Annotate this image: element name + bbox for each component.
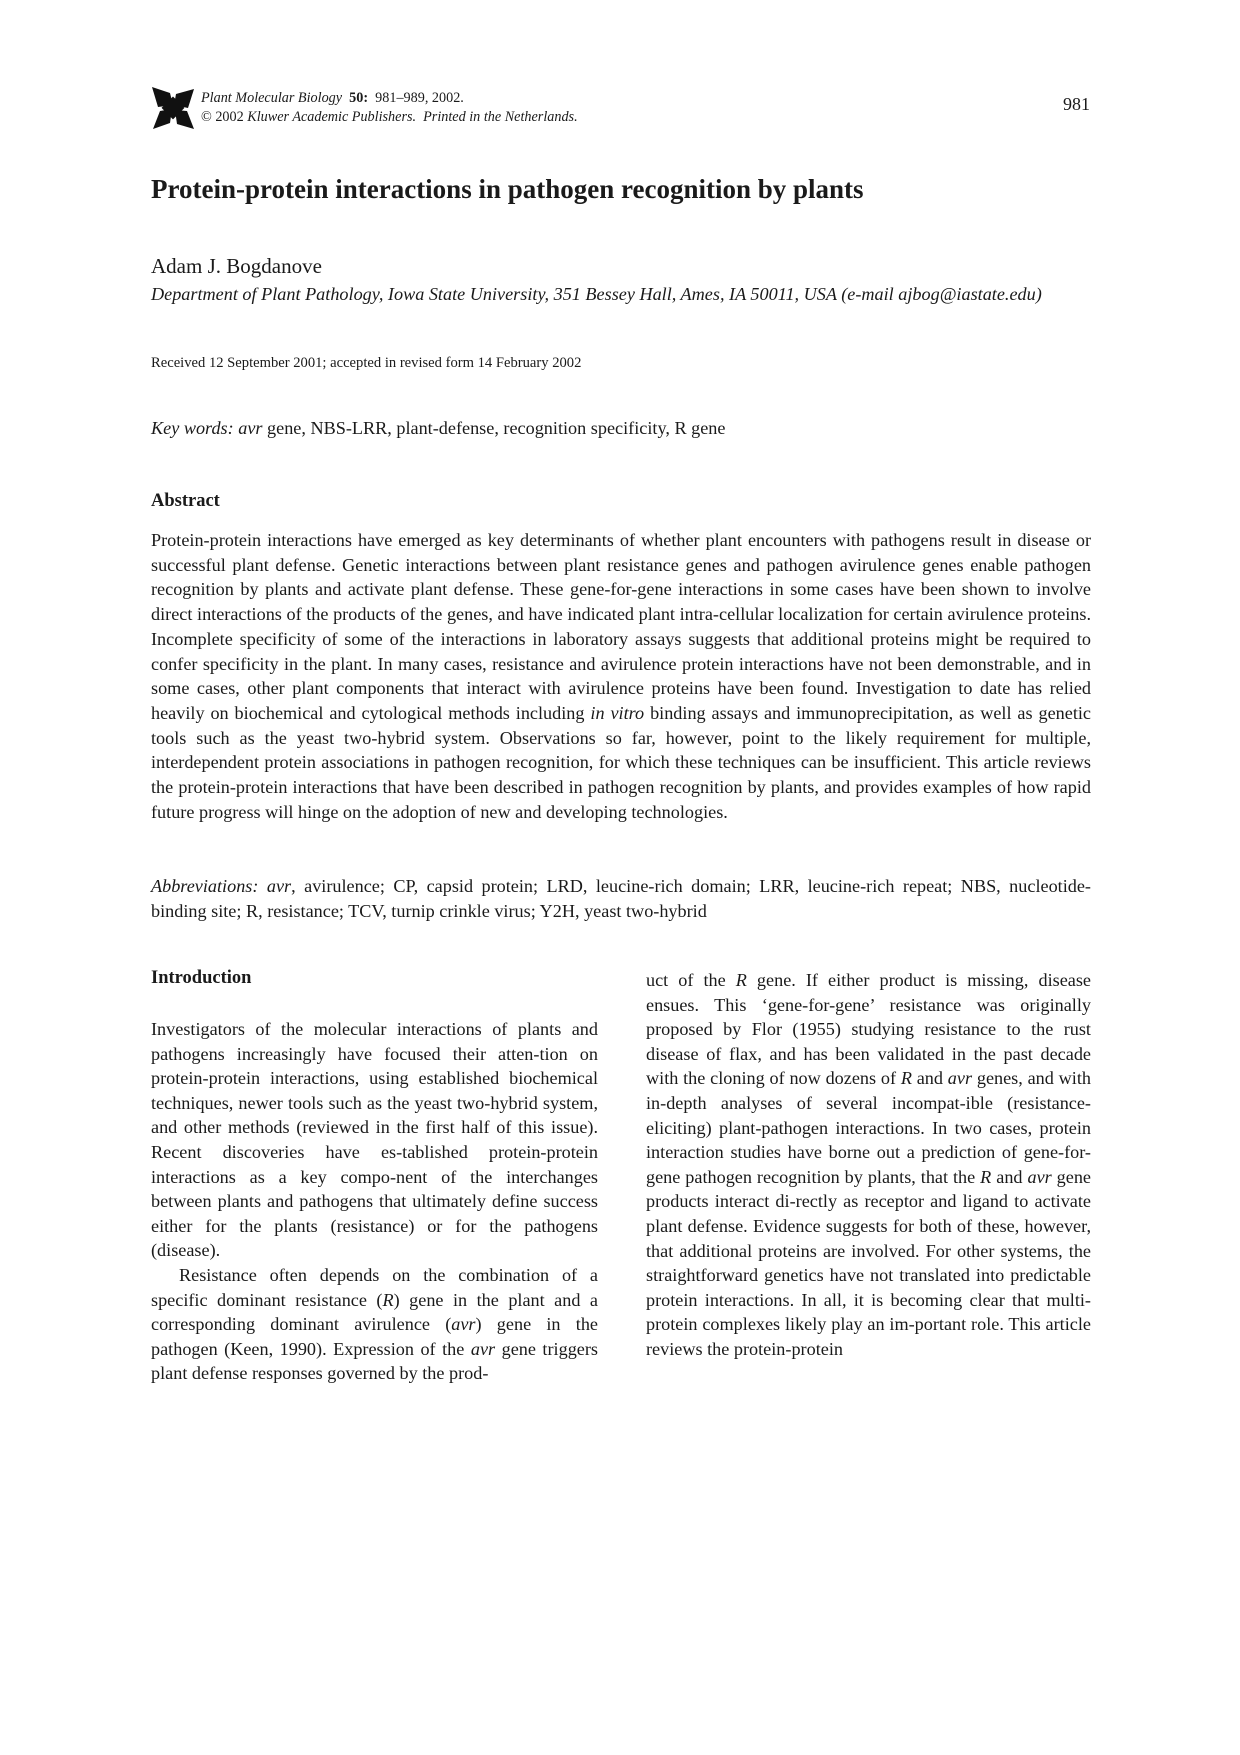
r-d: genes, and with in-depth analyses of several incompat-ible (resistance-eliciting) plant-pathogen interactions. In two cases, protein interaction studies have borne out a prediction of gene-for-gene pathogen recognition by plants, that the xyxy=(646,1068,1091,1187)
keywords-label: Key words: xyxy=(151,418,234,438)
publisher-logo-icon xyxy=(150,85,196,131)
received-dates: Received 12 September 2001; accepted in revised form 14 February 2002 xyxy=(151,355,582,371)
p2-c: ) gene in the pathogen (Keen, 1990). Expression of the xyxy=(151,1314,598,1359)
r-f: gene products interact di-rectly as receptor and ligand to activate plant defense. Evidence suggests for both of these, however, that additional proteins are involved. For other systems, the straightforward genetics have not translated into predictable protein interactions. In all, it is becoming clear that multi-protein complexes likely play an im-portant role. This article reviews the protein-protein xyxy=(646,1166,1092,1359)
printed-note: Printed in the Netherlands. xyxy=(423,109,578,125)
abstract-text xyxy=(151,528,1091,824)
p2-a: Resistance often depends on the combination of a specific dominant resistance ( xyxy=(151,1264,598,1310)
r-c: and xyxy=(911,1068,948,1089)
intro-paragraph-2-continued xyxy=(646,968,1091,1362)
p2-R: R xyxy=(382,1289,394,1310)
abstract-part-2: binding assays and immunoprecipitation, as well as genetic tools such as the yeast two-hybrid system. Observations so far, however, point to the likely requirement for multiple, interdependent protein associations in pathogen recognition, for which these techniques can be insufficient. This article reviews the protein-protein interactions that have been described in pathogen recognition by plants, and provides examples of how rapid future progress will hinge on the adoption of new and developing technologies. xyxy=(151,702,1091,822)
p2-avr: avr xyxy=(451,1314,476,1335)
abbrev-avr: avr xyxy=(266,876,292,896)
r-e: and xyxy=(991,1166,1028,1187)
copyright-year: 2002 xyxy=(215,109,244,125)
r-avr2: avr xyxy=(1027,1166,1052,1187)
r-R2: R xyxy=(900,1068,912,1089)
introduction-heading: Introduction xyxy=(151,968,252,988)
publisher-name: Kluwer Academic Publishers. xyxy=(247,109,417,125)
journal-name: Plant Molecular Biology xyxy=(201,90,343,106)
introduction-left-column xyxy=(151,1017,598,1386)
journal-citation xyxy=(201,89,721,127)
r-b: gene. If either product is missing, disease ensues. This ‘gene-for-gene’ resistance was originally proposed by Flor (1955) studying resistance to the rust disease of flax, and has been validated in the past decade with the cloning of now dozens of xyxy=(646,970,1091,1089)
abstract-heading: Abstract xyxy=(151,491,220,511)
r-R1: R xyxy=(735,970,747,990)
p2-avr2: avr xyxy=(470,1338,496,1359)
keyword-avr: avr xyxy=(238,418,263,438)
copyright-symbol: © xyxy=(201,109,212,125)
p2-b: ) gene in the plant and a corresponding dominant avirulence ( xyxy=(151,1289,598,1335)
keywords xyxy=(151,418,1091,439)
intro-paragraph-1: Investigators of the molecular interactions of plants and pathogens increasingly have focused their atten-tion on protein-protein interactions, using established biochemical techniques, newer tools such as the yeast two-hybrid system, and other methods (reviewed in the first half of this issue). Recent discoveries have es-tablished protein-protein interactions as a key compo-nent of the interchanges between plants and pathogens that ultimately define success either for the plants (resistance) or for the pathogens (disease). xyxy=(151,1019,598,1261)
abbreviations xyxy=(151,874,1091,923)
r-a: uct of the xyxy=(646,970,736,990)
abstract-part-1: Protein-protein interactions have emerged as key determinants of whether plant encounters with pathogens result in disease or successful plant defense. Genetic interactions between plant resistance genes and pathogen avirulence genes enable pathogen recognition by plants and activate plant defense. These gene-for-gene interactions in some cases have been shown to involve direct interactions of the products of the genes, and have indicated plant intra-cellular localization for certain avirulence proteins. Incomplete specificity of some of the interactions in laboratory assays suggests that additional proteins might be required to confer specificity in the plant. In many cases, resistance and avirulence protein interactions have not been demonstrable, and in some cases, other plant components that interact with avirulence proteins have been found. Investigation to date has relied heavily on biochemical and cytological methods including xyxy=(151,530,1091,723)
abbreviations-list: , avirulence; CP, capsid protein; LRD, leucine-rich domain; LRR, leucine-rich repeat; NBS, nucleotide-binding site; R, resistance; TCV, turnip crinkle virus; Y2H, yeast two-hybrid xyxy=(151,876,1091,921)
abstract-italic-in-vitro: in vitro xyxy=(590,702,645,723)
author-affiliation: Department of Plant Pathology, Iowa State University, 351 Bessey Hall, Ames, IA 50011, USA (e-mail ajbog@iastate.edu) xyxy=(151,284,1042,304)
author-name: Adam J. Bogdanove xyxy=(151,254,322,278)
p2-d: gene triggers plant defense responses governed by the prod- xyxy=(151,1338,598,1384)
intro-paragraph-2 xyxy=(151,1263,598,1386)
r-avr1: avr xyxy=(947,1068,973,1089)
journal-pages: 981–989, 2002. xyxy=(375,90,464,106)
keywords-list: gene, NBS-LRR, plant-defense, recognition specificity, R gene xyxy=(262,418,726,438)
journal-volume: 50: xyxy=(349,90,369,106)
introduction-right-column xyxy=(646,968,1091,1362)
r-R3: R xyxy=(980,1166,992,1187)
article-title: Protein-protein interactions in pathogen recognition by plants xyxy=(151,174,864,204)
page-number: 981 xyxy=(1063,94,1090,114)
abbreviations-label: Abbreviations: xyxy=(151,876,259,896)
